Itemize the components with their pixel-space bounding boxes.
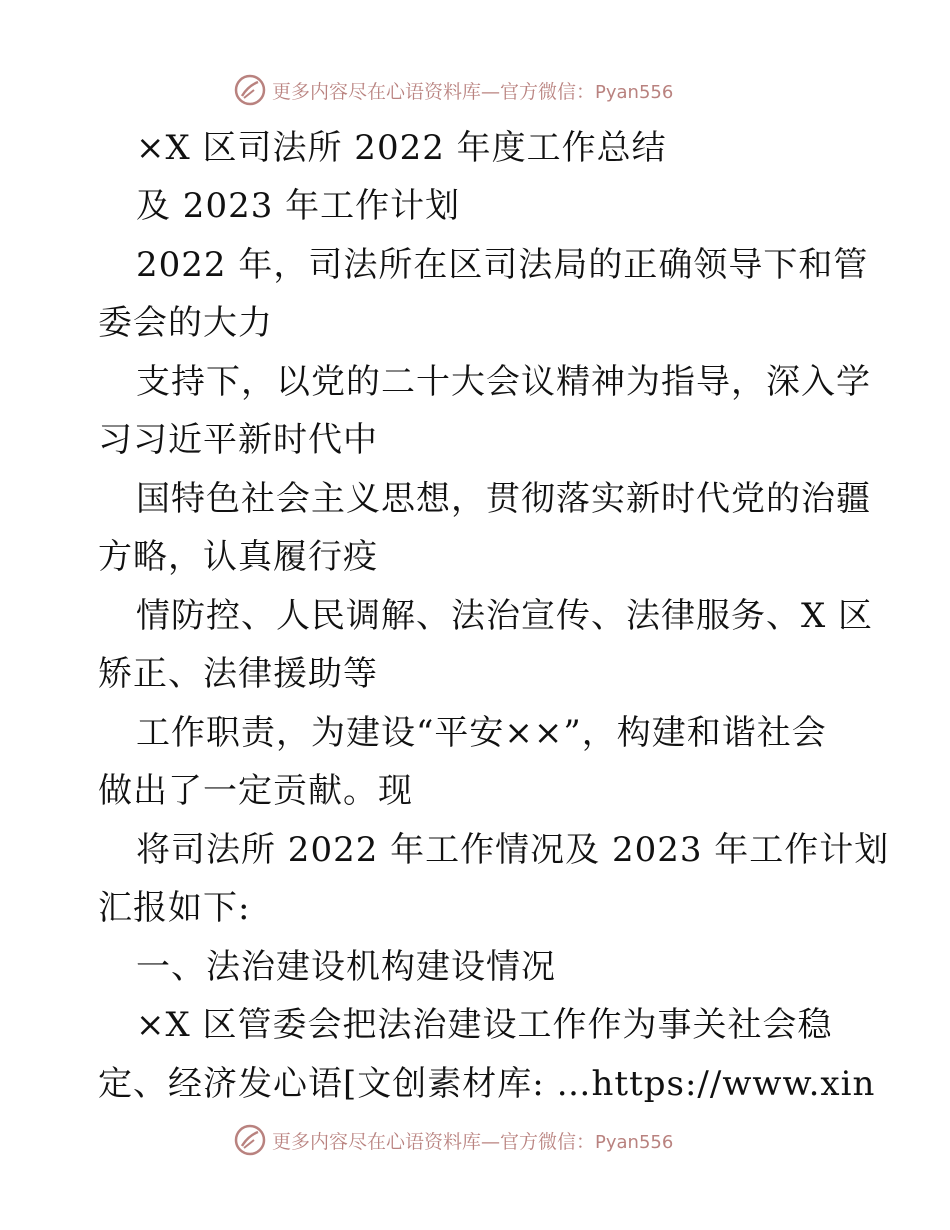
paragraph-line: 将司法所 2022 年工作情况及 2023 年工作计划 — [136, 830, 890, 870]
paragraph-line: 情防控、人民调解、法治宣传、法律服务、X 区 — [136, 596, 874, 636]
paragraph-line: 国特色社会主义思想，贯彻落实新时代党的治疆 — [136, 479, 871, 519]
paragraph-line: 做出了一定贡献。现 — [98, 771, 413, 811]
paragraph-line: 支持下，以党的二十大会议精神为指导，深入学 — [136, 362, 871, 402]
paragraph-line: 方略，认真履行疫 — [98, 537, 378, 577]
watermark-text: 更多内容尽在心语资料库—官方微信：Pyan556 — [272, 1130, 674, 1153]
watermark-text: 更多内容尽在心语资料库—官方微信：Pyan556 — [272, 80, 674, 103]
section-heading: 一、法治建设机构建设情况 — [136, 947, 556, 987]
paragraph-line: 定、经济发心语[文创素材库: …https://www.xin — [98, 1064, 876, 1104]
paragraph-line: 习习近平新时代中 — [98, 420, 378, 460]
paragraph-line: ×X 区管委会把法治建设工作作为事关社会稳 — [136, 1005, 833, 1045]
brush-logo-icon — [232, 1122, 268, 1158]
document-title-line-1: ×X 区司法所 2022 年度工作总结 — [136, 128, 667, 168]
paragraph-line: 汇报如下: — [98, 888, 251, 928]
document-title-line-2: 及 2023 年工作计划 — [136, 186, 461, 226]
paragraph-line: 委会的大力 — [98, 303, 273, 343]
paragraph-line: 工作职责，为建设“平安××”，构建和谐社会 — [136, 713, 827, 753]
paragraph-line: 矫正、法律援助等 — [98, 654, 378, 694]
watermark-banner-top — [232, 72, 673, 108]
watermark-banner-bottom — [232, 1122, 673, 1158]
paragraph-line: 2022 年，司法所在区司法局的正确领导下和管 — [136, 245, 869, 285]
brush-logo-icon — [232, 72, 268, 108]
